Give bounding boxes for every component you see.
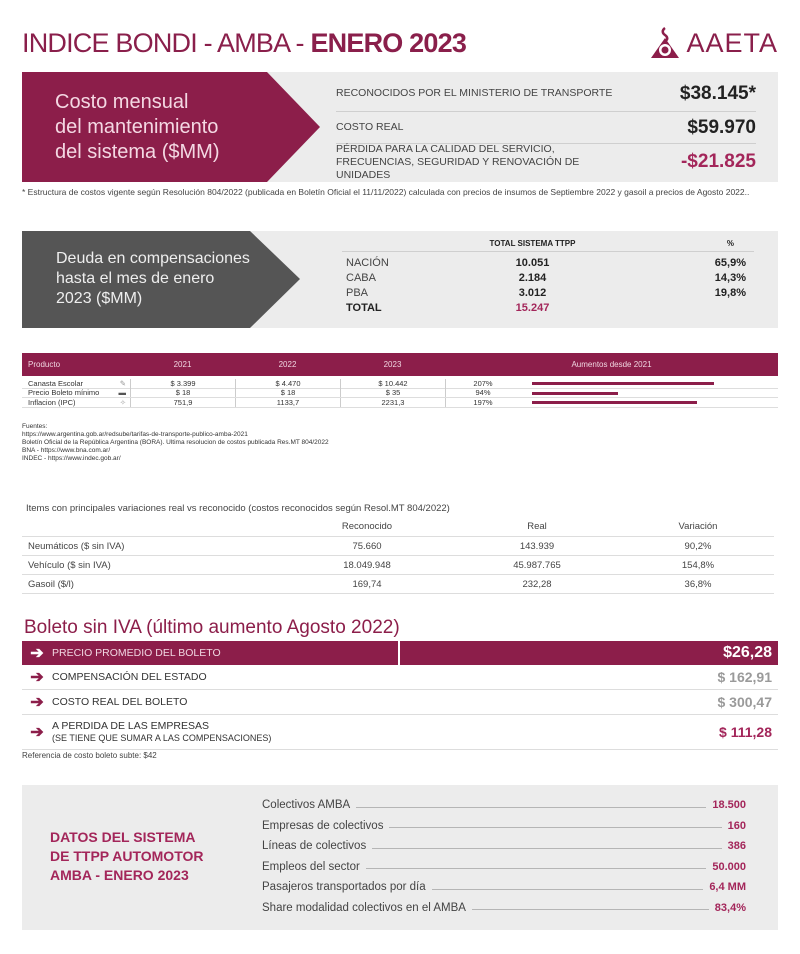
increase-bar: [520, 379, 778, 388]
increase-bar: [520, 398, 778, 407]
deuda-heading: Deuda en compensaciones hasta el mes de enero 2023 ($MM): [56, 250, 250, 307]
deuda-heading-arrow: [22, 231, 320, 328]
producto-row: Precio Boleto mínimo ▬ $ 18 $ 18 $ 35 94%: [22, 389, 778, 399]
datos-list: [262, 795, 746, 918]
pencil-icon: ✎: [119, 378, 126, 388]
costo-rows: [336, 76, 756, 180]
subte-reference: Referencia de costo boleto subte: $42: [22, 751, 157, 760]
costo-row-real: COSTO REAL $59.970: [336, 112, 756, 144]
arrow-right-icon: ➔: [30, 645, 44, 662]
productos-table: [22, 353, 778, 408]
page-header: [22, 26, 782, 70]
variaciones-header: Reconocido Real Variación: [22, 517, 774, 537]
costo-row-reconocidos: RECONOCIDOS POR EL MINISTERIO DE TRANSPORTE $38.145*: [336, 76, 756, 112]
boleto-row-costo-real: ➔ COSTO REAL DEL BOLETO $ 300,47: [22, 690, 778, 715]
inflation-icon: ✧: [119, 397, 126, 407]
boleto-row-precio: ➔ PRECIO PROMEDIO DEL BOLETO $26,28: [22, 641, 778, 665]
arrow-right-icon: ➔: [30, 694, 44, 711]
producto-row: Inflacion (IPC) ✧ 751,9 1133,7 2231,3 197%: [22, 398, 778, 408]
variaciones-table: [22, 517, 774, 594]
boleto-row-perdida: ➔ A PERDIDA DE LAS EMPRESAS (SE TIENE QUE SUMAR A LAS COMPENSACIONES) $ 111,28: [22, 715, 778, 750]
deuda-row: NACIÓN 10.051 65,9%: [346, 256, 746, 269]
datos-item: Líneas de colectivos 386: [262, 840, 746, 853]
boleto-row-compensacion: ➔ COMPENSACIÓN DEL ESTADO $ 162,91: [22, 665, 778, 690]
variaciones-title: Items con principales variaciones real vs reconocido (costos reconocidos según Resol.MT 804/2022): [26, 503, 450, 514]
datos-sistema-panel: [22, 785, 778, 930]
deuda-row: CABA 2.184 14,3%: [346, 271, 746, 284]
costo-footnote: * Estructura de costos vigente según Resolución 804/2022 (publicada en Boletín Oficial el 11/11/2022) calculada con precios de insumos de Septiembre 2022 y gasoil a precios de Agosto 2022..: [22, 187, 750, 197]
logo-text: AAETA: [686, 27, 778, 58]
boleto-table: [22, 641, 778, 750]
increase-bar: [520, 389, 778, 398]
datos-item: Empresas de colectivos 160: [262, 819, 746, 832]
producto-row: Canasta Escolar ✎ $ 3.399 $ 4.470 $ 10.442 207%: [22, 379, 778, 389]
variacion-row: Vehículo ($ sin IVA) 18.049.948 45.987.765 154,8%: [22, 556, 774, 575]
variacion-row: Neumáticos ($ sin IVA) 75.660 143.939 90,2%: [22, 537, 774, 556]
deuda-table-header: TOTAL SISTEMA TTPP %: [342, 235, 754, 252]
datos-item: Share modalidad colectivos en el AMBA 83,4%: [262, 901, 746, 914]
costo-heading-arrow: [22, 72, 320, 182]
datos-title: DATOS DEL SISTEMA DE TTPP AUTOMOTOR AMBA - ENERO 2023: [50, 829, 204, 883]
page-title: [22, 28, 466, 59]
arrow-right-icon: ➔: [30, 724, 44, 741]
deuda-table: [342, 235, 754, 315]
boleto-title: Boleto sin IVA (último aumento Agosto 2022): [24, 617, 400, 638]
variacion-row: Gasoil ($/l) 169,74 232,28 36,8%: [22, 575, 774, 594]
costo-mensual-panel: [22, 72, 778, 182]
title-bold: ENERO 2023: [310, 28, 467, 58]
productos-header: Producto 2021 2022 2023 Aumentos desde 2021: [22, 353, 778, 376]
costo-row-perdida: PÉRDIDA PARA LA CALIDAD DEL SERVICIO, FRECUENCIAS, SEGURIDAD Y RENOVACIÓN DE UNIDADES -$21.825: [336, 142, 756, 181]
datos-item: Colectivos AMBA 18.500: [262, 799, 746, 812]
arrow-right-icon: ➔: [30, 669, 44, 686]
bus-ticket-icon: ▬: [118, 388, 126, 398]
datos-item: Empleos del sector 50.000: [262, 860, 746, 873]
costo-heading: Costo mensual del mantenimiento del sistema ($MM): [55, 91, 220, 163]
aaeta-logo: [648, 26, 778, 60]
deuda-panel: [22, 231, 778, 328]
bus-wheel-logo-icon: [648, 26, 682, 60]
title-light: INDICE BONDI - AMBA -: [22, 28, 311, 58]
datos-item: Pasajeros transportados por día 6,4 MM: [262, 881, 746, 894]
fuentes: Fuentes: https://www.argentina.gob.ar/redsube/tarifas-de-transporte-publico-amba-2021 Boletín Oficial de la República Argentina (BORA). Ultima resolucion de costos publicada Res.MT 804/2022 BNA - https://www.bna.com.ar/ INDEC - https://www.indec.gob.ar/: [22, 423, 329, 462]
deuda-row-total: TOTAL 15.247: [346, 301, 550, 314]
deuda-row: PBA 3.012 19,8%: [346, 286, 746, 299]
